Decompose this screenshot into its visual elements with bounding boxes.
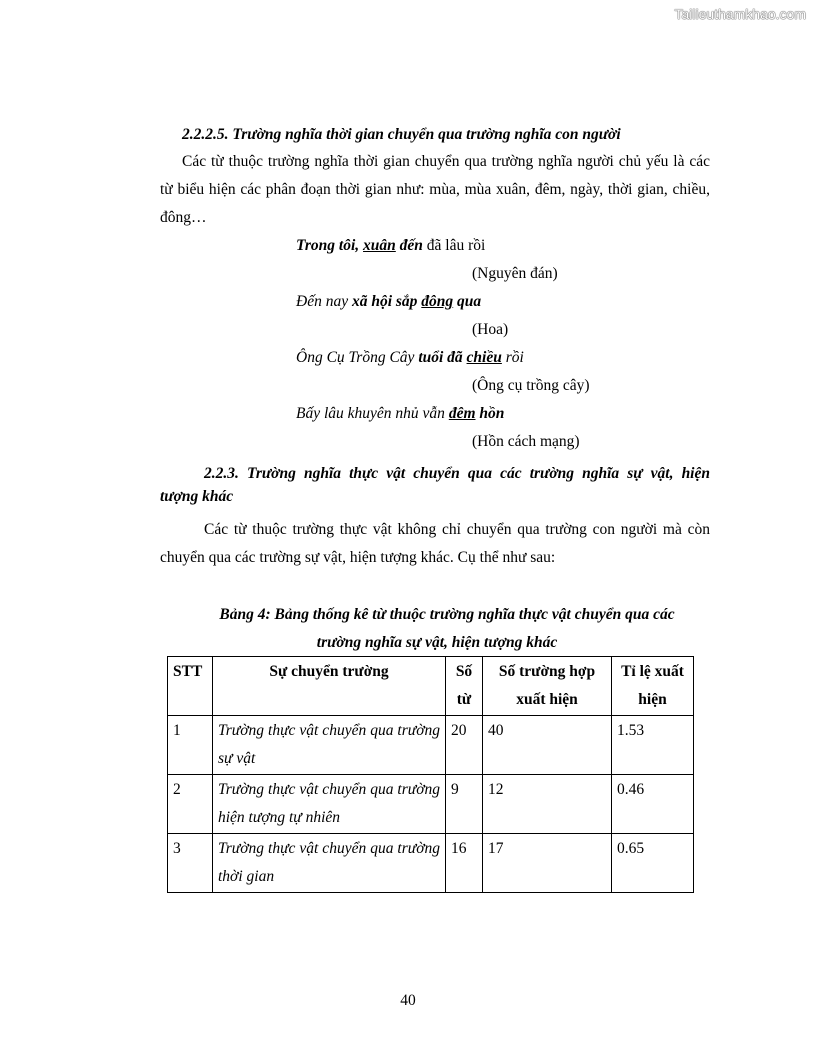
table-row bbox=[168, 716, 694, 775]
poem-3-keyword-chieu: chiều bbox=[466, 349, 502, 366]
cell-desc: Trường thực vật chuyển qua trường sự vật bbox=[213, 716, 446, 775]
header-rate: Tỉ lệ xuất hiện bbox=[612, 657, 694, 716]
poem-1-part-rest: đã lâu rồi bbox=[422, 237, 486, 254]
poem-1-keyword-xuan: xuân bbox=[363, 237, 396, 254]
poem-2-part-qua: qua bbox=[453, 293, 482, 310]
statistics-table bbox=[167, 656, 694, 893]
section-heading-2-2-3-line-1: 2.2.3. Trường nghĩa thực vật chuyển qua các trường nghĩa sự vật, hiện bbox=[204, 465, 710, 482]
section-heading-2-2-3-line-2: tượng khác bbox=[160, 488, 234, 505]
cell-stt: 2 bbox=[168, 775, 213, 834]
cell-rate: 1.53 bbox=[612, 716, 694, 775]
poem-line-3 bbox=[296, 349, 524, 367]
poem-1-source: (Nguyên đán) bbox=[472, 265, 558, 282]
cell-rate: 0.65 bbox=[612, 834, 694, 893]
poem-1-part-den: đến bbox=[399, 237, 423, 254]
cell-words: 9 bbox=[446, 775, 483, 834]
table-caption-line-1: Bảng 4: Bảng thống kê từ thuộc trường nghĩa thực vật chuyển qua các bbox=[219, 606, 675, 623]
table-row bbox=[168, 775, 694, 834]
poem-line-2 bbox=[296, 293, 481, 311]
poem-line-1 bbox=[296, 237, 485, 255]
section-1-paragraph: Các từ thuộc trường nghĩa thời gian chuyển qua trường nghĩa người chủ yếu là các từ biểu hiện các phân đoạn thời gian như: mùa, mùa xuân, đêm, ngày, thời gian, chiều, đông… bbox=[160, 153, 710, 226]
section-heading-2-2-2-5: 2.2.2.5. Trường nghĩa thời gian chuyển qua trường nghĩa con người bbox=[182, 126, 621, 143]
cell-words: 20 bbox=[446, 716, 483, 775]
cell-cases: 12 bbox=[483, 775, 612, 834]
poem-4-source: (Hồn cách mạng) bbox=[472, 433, 580, 450]
table-header-row bbox=[168, 657, 694, 716]
cell-desc: Trường thực vật chuyển qua trường thời gian bbox=[213, 834, 446, 893]
poem-line-4 bbox=[296, 405, 504, 423]
header-field-transfer: Sự chuyển trường bbox=[213, 657, 446, 716]
header-stt: STT bbox=[168, 657, 213, 716]
poem-4-part-hon: hồn bbox=[479, 405, 505, 422]
watermark: Tailieuthamkhao.com bbox=[674, 6, 806, 22]
cell-cases: 17 bbox=[483, 834, 612, 893]
poem-1-part-a: Trong tôi, bbox=[296, 237, 364, 254]
table-caption-line-2: trường nghĩa sự vật, hiện tượng khác bbox=[316, 634, 558, 651]
poem-3-source: (Ông cụ trồng cây) bbox=[472, 377, 590, 394]
poem-3-part-b: tuổi đã bbox=[418, 349, 467, 366]
poem-3-part-roi: rồi bbox=[501, 349, 524, 366]
cell-words: 16 bbox=[446, 834, 483, 893]
table-row bbox=[168, 834, 694, 893]
poem-4-part-a: Bấy lâu khuyên nhủ vẫn bbox=[296, 405, 449, 422]
poem-2-source: (Hoa) bbox=[472, 321, 509, 338]
header-occurrences: Số trường hợp xuất hiện bbox=[483, 657, 612, 716]
poem-2-part-b: xã hội sắp bbox=[351, 293, 422, 310]
header-word-count: Số từ bbox=[446, 657, 483, 716]
poem-3-part-a: Ông Cụ Trồng Cây bbox=[296, 349, 419, 366]
cell-cases: 40 bbox=[483, 716, 612, 775]
poem-2-part-a: Đến nay bbox=[296, 293, 352, 310]
poem-4-keyword-dem: đêm bbox=[448, 405, 476, 422]
cell-rate: 0.46 bbox=[612, 775, 694, 834]
cell-stt: 1 bbox=[168, 716, 213, 775]
page-number: 40 bbox=[400, 992, 416, 1009]
section-2-paragraph: Các từ thuộc trường thực vật không chỉ chuyển qua trường con người mà còn chuyển qua các trường sự vật, hiện tượng khác. Cụ thể như sau: bbox=[160, 521, 710, 566]
cell-stt: 3 bbox=[168, 834, 213, 893]
cell-desc: Trường thực vật chuyển qua trường hiện tượng tự nhiên bbox=[213, 775, 446, 834]
poem-2-keyword-dong: đông bbox=[421, 293, 454, 310]
